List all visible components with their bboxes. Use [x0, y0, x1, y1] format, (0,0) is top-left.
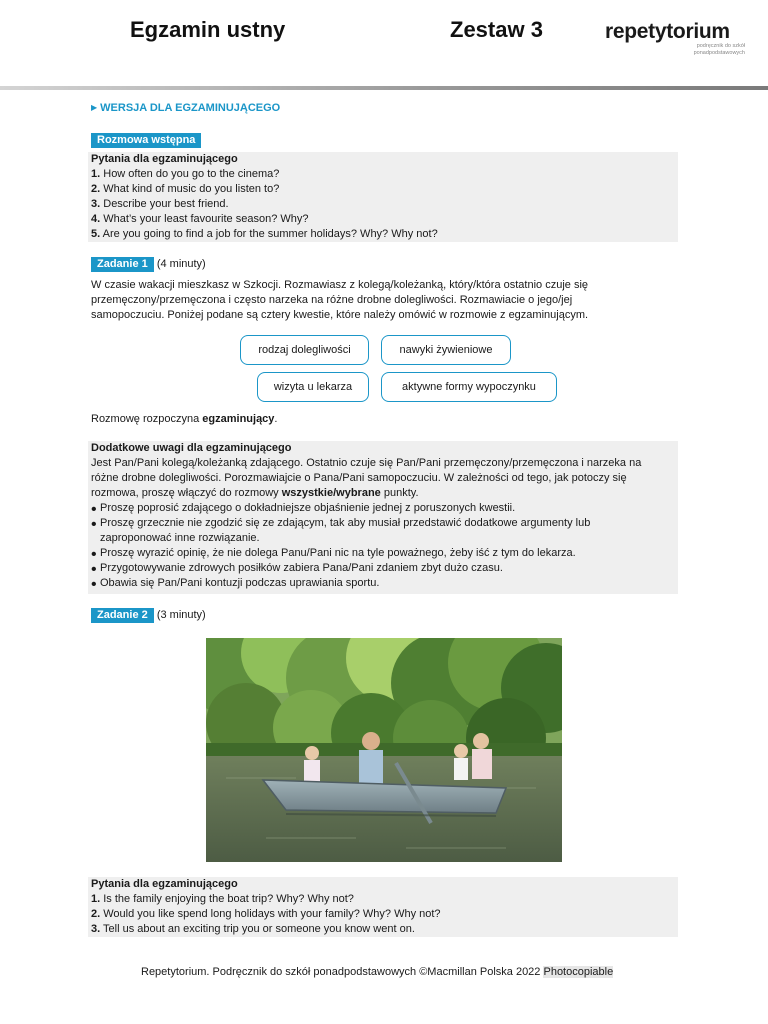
set-number: Zestaw 3 — [450, 17, 543, 42]
notes-panel — [88, 441, 678, 594]
question-number: 3. — [91, 923, 101, 935]
version-label-text: WERSJA DLA EGZAMINUJĄCEGO — [100, 102, 281, 114]
question-text: Would you like spend long holidays with your family? Why? Why not? — [103, 908, 441, 920]
bullet-icon: • — [91, 516, 97, 533]
notes-bullet-item — [91, 561, 678, 576]
task1-starter — [91, 412, 277, 427]
notes-paragraph-line: różne drobne dolegliwości. Porozmawiajcie o Pana/Pani samopoczuciu. W zależności od tego, jak potoczy się — [91, 472, 627, 484]
task1-chip: Zadanie 1 — [91, 257, 154, 272]
notes-bullet-text: zaproponować inne rozwiązanie. — [100, 532, 260, 544]
version-label — [91, 102, 280, 114]
question-text: How often do you go to the cinema? — [103, 168, 280, 180]
question-number: 2. — [91, 908, 101, 920]
notes-bullet-text: Proszę grzecznie nie zgodzić się ze zdającym, tak aby musiał przedstawić dodatkowe argumenty lub — [100, 517, 591, 529]
question-number: 1. — [91, 893, 101, 905]
exam-title: Egzamin ustny — [130, 17, 286, 42]
prompt-box-ailments: rodzaj dolegliwości — [240, 335, 369, 365]
bullet-icon: • — [91, 546, 97, 563]
question-text: Describe your best friend. — [103, 198, 229, 210]
task2-chip: Zadanie 2 — [91, 608, 154, 623]
prompt-box-eating-habits: nawyki żywieniowe — [381, 335, 511, 365]
notes-paragraph-line: Jest Pan/Pani kolegą/koleżanką zdającego. Ostatnio czuje się Pan/Pani przemęczony/przemęczona i narzeka na — [91, 457, 642, 469]
question-text: Are you going to find a job for the summer holidays? Why? Why not? — [102, 228, 438, 240]
task1-description-line: samopoczuciu. Poniżej podane są cztery kwestie, które należy omówić w rozmowie z egzaminującym. — [91, 309, 589, 321]
task2-question — [91, 922, 678, 937]
intro-section-chip — [91, 130, 201, 148]
notes-paragraph-text: rozmowa, proszę włączyć do rozmowy — [91, 487, 282, 499]
family-boat-photo — [206, 638, 562, 862]
brand-subtitle — [665, 43, 745, 56]
notes-bullet-item — [91, 576, 678, 591]
footer-photocopiable: Photocopiable — [543, 966, 614, 978]
header-divider — [0, 86, 768, 90]
notes-bullet-text: Proszę poprosić zdającego o dokładniejsze objaśnienie jednej z poruszonych kwestii. — [100, 502, 516, 514]
notes-bullet-item — [91, 516, 678, 546]
brand-logo: repetytorium — [605, 20, 730, 43]
question-text: What’s your least favourite season? Why? — [103, 213, 309, 225]
question-number: 3. — [91, 198, 101, 210]
notes-bullet-text: Proszę wyrazić opinię, że nie dolega Panu/Pani nic na tyle poważnego, żeby iść z tym do lekarza. — [100, 547, 576, 559]
question-number: 1. — [91, 168, 101, 180]
task1-description-line: przemęczony/przemęczona i często narzeka na różne drobne dolegliwości. Rozmawiacie o jego/jej — [91, 294, 573, 306]
intro-question — [91, 212, 678, 227]
question-number: 2. — [91, 183, 101, 195]
task2-heading: Pytania dla egzaminującego — [91, 878, 238, 890]
brand-subtitle-line-2: ponadpodstawowych — [693, 49, 745, 56]
brand-subtitle-line-1: podręcznik do szkół — [696, 43, 745, 49]
notes-paragraph-end: punkty. — [380, 487, 419, 499]
bullet-icon: • — [91, 561, 97, 578]
task2-header — [91, 608, 206, 623]
intro-questions-panel — [88, 152, 678, 242]
notes-bullet-item — [91, 546, 678, 561]
intro-chip: Rozmowa wstępna — [91, 133, 201, 148]
intro-question — [91, 197, 678, 212]
task2-question-list — [91, 892, 678, 937]
footer — [141, 966, 613, 978]
task2-question — [91, 892, 678, 907]
triangle-right-icon: ▶ — [91, 103, 98, 112]
notes-heading: Dodatkowe uwagi dla egzaminującego — [91, 442, 292, 454]
task1-starter-end: . — [274, 413, 278, 425]
notes-paragraph-line — [91, 486, 678, 501]
prompt-box-active-leisure: aktywne formy wypoczynku — [381, 372, 557, 402]
prompt-box-doctor-visit: wizyta u lekarza — [257, 372, 369, 402]
notes-bullet-text: Przygotowywanie zdrowych posiłków zabiera Pana/Pani zdaniem zbyt dużo czasu. — [100, 562, 503, 574]
intro-question — [91, 167, 678, 182]
task1-description — [91, 278, 681, 323]
notes-bullet-text: Obawia się Pan/Pani kontuzji podczas uprawiania sportu. — [100, 577, 380, 589]
question-number: 5. — [91, 228, 101, 240]
notes-bullet-list — [91, 501, 678, 591]
bullet-icon: • — [91, 576, 97, 593]
task2-questions-panel — [88, 877, 678, 937]
intro-question — [91, 227, 678, 242]
notes-bullet-item — [91, 501, 678, 516]
question-text: Tell us about an exciting trip you or someone you know went on. — [103, 923, 415, 935]
footer-text: Repetytorium. Podręcznik do szkół ponadpodstawowych ©Macmillan Polska 2022 — [141, 966, 544, 978]
task1-starter-bold: egzaminujący — [202, 413, 275, 425]
task1-starter-text: Rozmowę rozpoczyna — [91, 413, 203, 425]
question-text: What kind of music do you listen to? — [103, 183, 280, 195]
notes-paragraph-bold: wszystkie/wybrane — [281, 487, 381, 499]
intro-heading: Pytania dla egzaminującego — [91, 153, 238, 165]
question-number: 4. — [91, 213, 101, 225]
task1-duration: (4 minuty) — [156, 258, 206, 270]
bullet-icon: • — [91, 501, 97, 518]
boat-scene-illustration — [206, 638, 562, 862]
intro-question — [91, 182, 678, 197]
task2-duration: (3 minuty) — [156, 609, 206, 621]
task2-question — [91, 907, 678, 922]
task1-description-line: W czasie wakacji mieszkasz w Szkocji. Rozmawiasz z kolegą/koleżanką, który/która ostatnio czuje się — [91, 279, 589, 291]
intro-question-list — [91, 167, 678, 242]
question-text: Is the family enjoying the boat trip? Why? Why not? — [103, 893, 354, 905]
task1-header — [91, 257, 206, 272]
